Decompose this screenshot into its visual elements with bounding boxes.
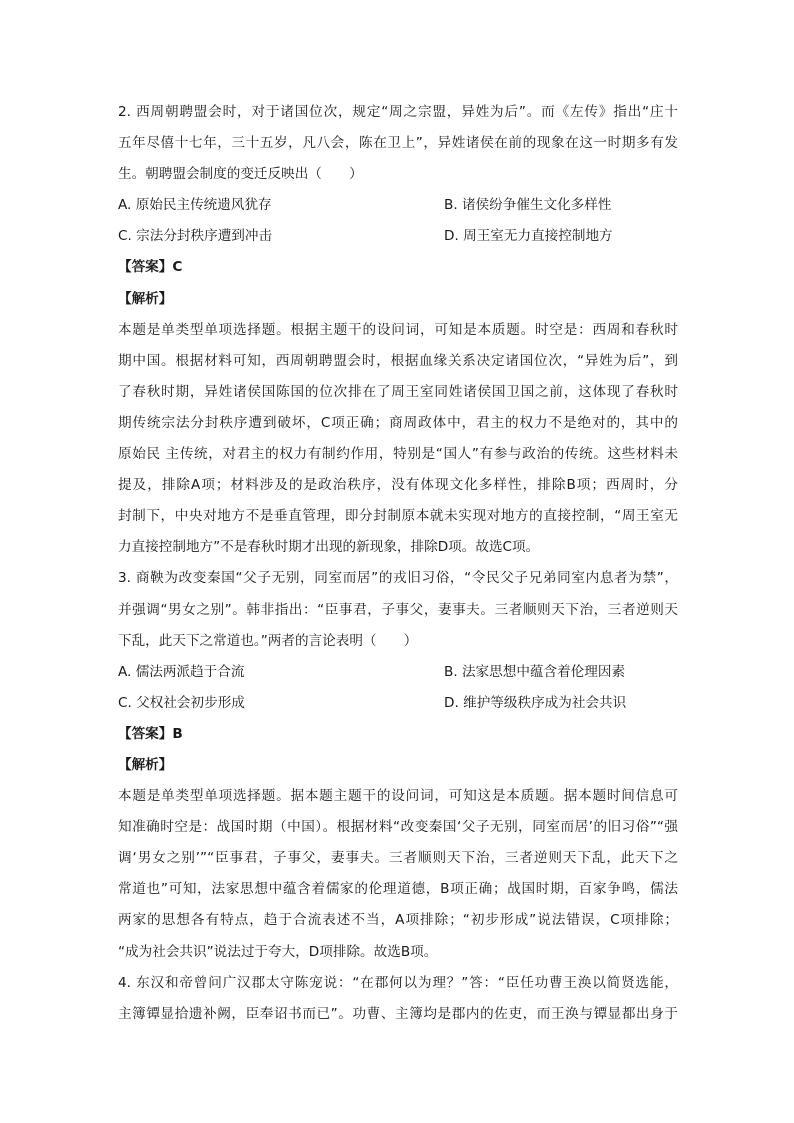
question-4 <box>118 968 678 1030</box>
options-row <box>118 688 678 719</box>
analysis-line: “成为社会共识”说法过于夸大，D项排除。故选B项。 <box>118 943 438 960</box>
analysis-line: 本题是单类型单项选择题。据本题主题干的设问词，可知这是本质题。据本题时间信息可 <box>118 788 678 805</box>
option-d: D. 周王室无力直接控制地方 <box>444 228 613 245</box>
options-row <box>118 221 678 252</box>
analysis-line: 提及，排除A项；材料涉及的是政治秩序，没有体现文化多样性，排除B项；西周时，分 <box>118 477 678 494</box>
question-stem-line: 五年尽僖十七年，三十五岁，凡八会，陈在卫上”，异姓诸侯在前的现象在这一时期多有发 <box>118 135 678 152</box>
analysis-title: 【解析】 <box>118 290 173 307</box>
option-b: B. 法家思想中蕴含着伦理因素 <box>444 663 626 680</box>
question-stem-line: 4. 东汉和帝曾问广汉郡太守陈宠说：“在郡何以为理？”答：“臣任功曹王涣以简贤选能， <box>118 974 678 991</box>
question-stem-line: 3. 商鞅为改变秦国“父子无别，同室而居”的戎旧习俗，“令民父子兄弟同室内息者为禁”， <box>118 570 678 587</box>
question-stem-line: 下乱，此天下之常道也。”两者的言论表明（ ） <box>118 632 418 649</box>
question-3 <box>118 563 678 967</box>
options-row <box>118 657 678 688</box>
answer-label: 【答案】C <box>118 259 183 276</box>
question-stem-line: 2. 西周朝聘盟会时，对于诸国位次，规定“周之宗盟，异姓为后”。而《左传》指出“庄十 <box>118 104 678 120</box>
analysis-line: 期传统宗法分封秩序遭到破坏，C项正确；商周政体中，君主的权力不是绝对的，其中的 <box>118 414 678 431</box>
analysis-line: 本题是单类型单项选择题。根据主题干的设问词，可知是本质题。时空是：西周和春秋时 <box>118 321 678 338</box>
question-stem-line: 生。朝聘盟会制度的变迁反映出（ ） <box>118 166 363 183</box>
analysis-title: 【解析】 <box>118 756 173 773</box>
analysis-line: 了春秋时期，异姓诸侯国陈国的位次排在了周王室同姓诸侯国卫国之前，这体现了春秋时 <box>118 383 678 400</box>
option-d: D. 维护等级秩序成为社会共识 <box>444 694 627 711</box>
option-a: A. 原始民主传统遗风犹存 <box>118 197 272 214</box>
option-a: A. 儒法两派趋于合流 <box>118 663 245 680</box>
analysis-line: 调‘男女之别’”“臣事君，子事父，妻事夫。三者顺则天下治，三者逆则天下乱，此天下之 <box>118 850 678 867</box>
options-row <box>118 190 678 221</box>
analysis-line: 常道也”可知，法家思想中蕴含着儒家的伦理道德，B项正确；战国时期，百家争鸣，儒法 <box>118 881 678 898</box>
analysis-line: 期中国。根据材料可知，西周朝聘盟会时，根据血缘关系决定诸国位次，“异姓为后”，到 <box>118 352 678 369</box>
option-c: C. 父权社会初步形成 <box>118 694 245 711</box>
question-stem-line: 并强调“男女之别”。韩非指出：“臣事君，子事父，妻事夫。三者顺则天下治，三者逆则天 <box>118 601 678 618</box>
document-body <box>118 97 678 1030</box>
question-stem-line: 主簿镡显拾遗补阙，臣奉诏书而已”。功曹、主簿均是郡内的佐吏，而王涣与镡显都出身于 <box>118 1005 678 1022</box>
question-2 <box>118 97 678 563</box>
analysis-line: 知准确时空是：战国时期（中国）。根据材料“改变秦国‘父子无别，同室而居’的旧习俗”“强 <box>118 819 678 836</box>
option-c: C. 宗法分封秩序遭到冲击 <box>118 228 273 245</box>
analysis-line: 力直接控制地方”不是春秋时期才出现的新现象，排除D项。故选C项。 <box>118 539 540 556</box>
analysis-line: 封制下，中央对地方不是垂直管理，即分封制原本就未实现对地方的直接控制，“周王室无 <box>118 508 678 525</box>
answer-label: 【答案】B <box>118 725 183 742</box>
analysis-line: 两家的思想各有特点，趋于合流表述不当，A项排除；“初步形成”说法错误，C项排除； <box>118 912 678 929</box>
analysis-line: 原始民 主传统，对君主的权力有制约作用，特别是“国人”有参与政治的传统。这些材料未 <box>118 446 678 463</box>
option-b: B. 诸侯纷争催生文化多样性 <box>444 197 612 214</box>
